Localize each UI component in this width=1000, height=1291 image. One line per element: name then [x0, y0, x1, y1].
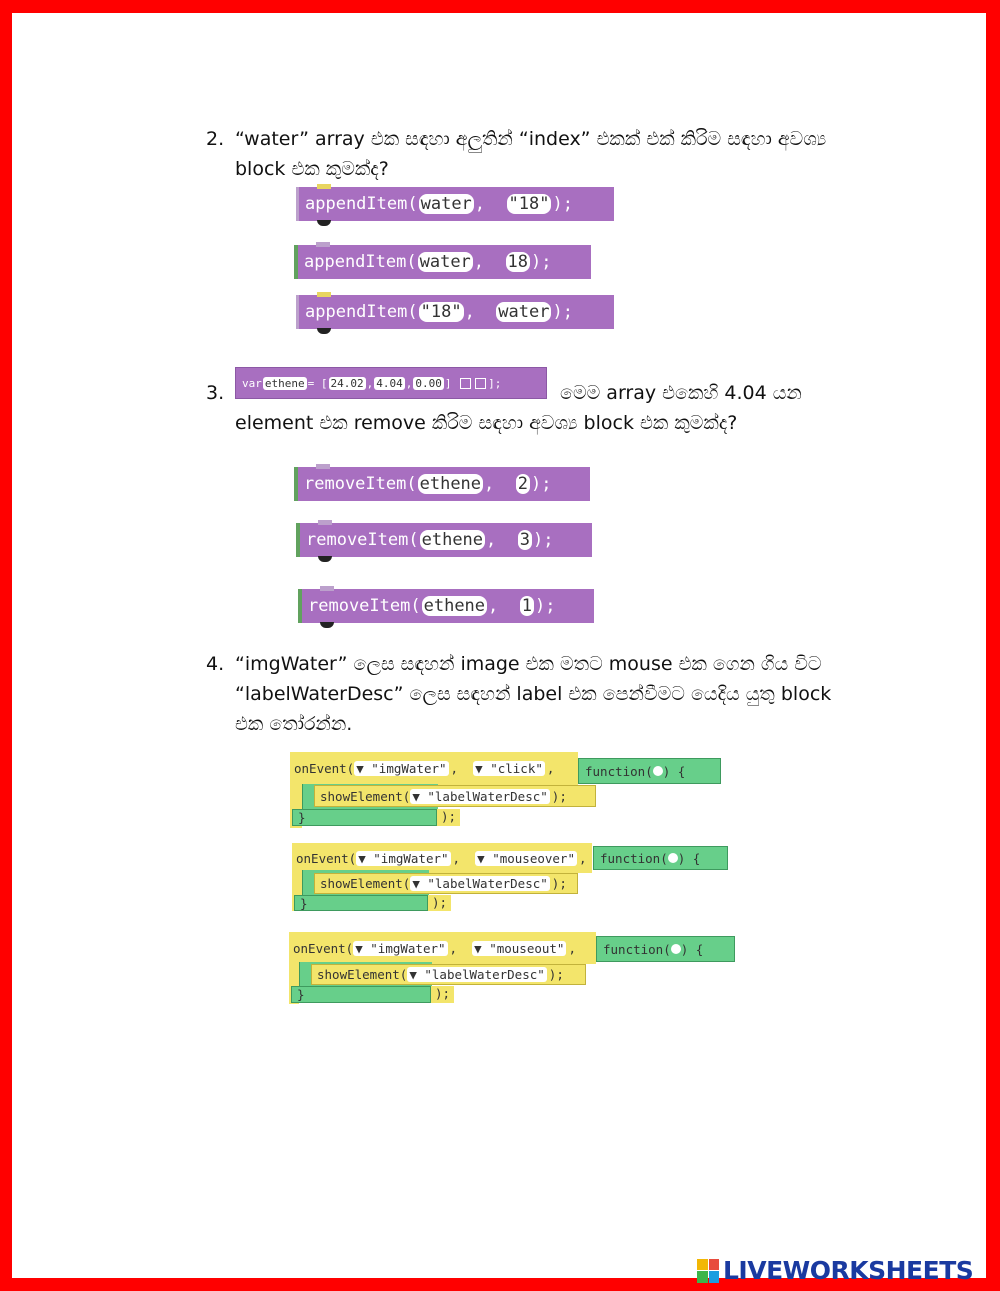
array-var-block: var ethene = [ 24.02 , 4.04 , 0.00 ] ]; — [235, 367, 547, 399]
answer-option-block[interactable]: appendItem ( water , 18 ); — [294, 245, 591, 279]
block-arg: "18" — [420, 302, 462, 322]
event-type: "mouseover" — [492, 850, 575, 866]
question-text-line1: “imgWater” ලෙස සඳහන් image එක මතට mouse එක ගෙන ගිය විට — [235, 653, 822, 675]
block-function: appendItem — [305, 194, 408, 214]
dropdown-arrow-icon: ▼ — [358, 850, 366, 866]
closing-brace: } — [298, 810, 306, 825]
function-end: ) { — [662, 763, 686, 779]
event-target: "imgWater" — [370, 940, 446, 956]
remove-item-icon — [475, 378, 486, 389]
block-arg: ethene — [423, 596, 486, 616]
block-arg: ethene — [419, 474, 482, 494]
var-keyword: var — [242, 376, 262, 390]
question-text-line2: block එක කුමක්ද? — [235, 158, 389, 180]
block-arg: water — [498, 302, 550, 322]
answer-option-block[interactable]: appendItem ( "18" , water ); — [296, 295, 614, 329]
statement-end: ); — [441, 809, 457, 824]
question-number: 3. — [206, 382, 225, 404]
dropdown-element[interactable] — [410, 789, 549, 804]
array-value: 24.02 — [330, 376, 364, 390]
dropdown-arrow-icon: ▼ — [474, 940, 482, 956]
block-function: removeItem — [304, 474, 407, 494]
function-end: ) { — [680, 941, 704, 957]
logo-text: LIVEWORKSHEETS — [723, 1256, 974, 1285]
question-number: 2. — [206, 128, 225, 150]
question-number: 4. — [206, 653, 225, 675]
answer-option-block[interactable]: removeItem ( ethene , 2 ); — [294, 467, 590, 501]
array-value: 0.00 — [415, 376, 442, 390]
dropdown-arrow-icon: ▼ — [412, 788, 420, 804]
show-end: ); — [551, 788, 567, 804]
dropdown-target[interactable] — [356, 851, 450, 866]
answer-option-block[interactable]: appendItem ( water , "18" ); — [296, 187, 614, 221]
question-3-number — [206, 378, 235, 408]
dropdown-event[interactable] — [475, 851, 577, 866]
dropdown-arrow-icon: ▼ — [355, 940, 363, 956]
show-function: showElement( — [317, 967, 408, 982]
event-function: onEvent( — [294, 761, 355, 776]
add-item-icon — [460, 378, 471, 389]
block-arg: 2 — [517, 474, 528, 494]
liveworksheets-logo — [697, 1256, 973, 1285]
answer-option-block[interactable]: removeItem ( ethene , 3 ); — [296, 523, 592, 557]
dropdown-arrow-icon: ▼ — [409, 967, 417, 982]
block-arg: 3 — [519, 530, 530, 550]
dropdown-event[interactable] — [473, 761, 545, 776]
dropdown-target[interactable] — [354, 761, 448, 776]
event-target: "imgWater" — [371, 761, 447, 776]
show-function: showElement( — [320, 788, 411, 804]
closing-brace: } — [300, 895, 308, 911]
array-value: 4.04 — [376, 376, 403, 390]
block-arg: 18 — [507, 252, 528, 272]
event-function: onEvent( — [296, 850, 357, 866]
event-type: "mouseout" — [489, 940, 565, 956]
block-arg: water — [419, 252, 471, 272]
dropdown-event[interactable] — [472, 941, 566, 956]
question-3-text-line1: මෙම array එකෙහි 4.04 යන — [560, 382, 802, 404]
block-arg: 1 — [521, 596, 532, 616]
block-function: removeItem — [308, 596, 411, 616]
show-end: ); — [548, 967, 564, 982]
logo-icon — [697, 1259, 719, 1283]
function-keyword: function( — [600, 850, 668, 866]
block-function: removeItem — [306, 530, 409, 550]
show-argument: "labelWaterDesc" — [427, 876, 548, 891]
statement-end: ); — [432, 895, 448, 910]
question-3-text-line2: element එක remove කිරිම සඳහා අවශ්‍ය block එක කුමක්ද? — [235, 412, 738, 434]
block-function: appendItem — [304, 252, 407, 272]
var-name: ethene — [264, 376, 305, 390]
dropdown-arrow-icon: ▼ — [475, 761, 483, 776]
closing-brace: } — [297, 987, 305, 1002]
question-text-line3: එක තෝරන්න. — [235, 713, 353, 735]
show-end: ); — [551, 876, 567, 891]
event-target: "imgWater" — [373, 850, 449, 866]
show-argument: "labelWaterDesc" — [427, 788, 548, 804]
dropdown-arrow-icon: ▼ — [412, 876, 420, 891]
var-operator: = — [307, 376, 315, 390]
event-function: onEvent( — [293, 940, 354, 956]
statement-end: ); — [435, 986, 451, 1001]
block-arg: water — [420, 194, 472, 214]
dropdown-target[interactable] — [353, 941, 447, 956]
block-function: appendItem — [305, 302, 408, 322]
dropdown-element[interactable] — [407, 967, 546, 982]
dropdown-element[interactable] — [410, 876, 549, 891]
question-text-line2: “labelWaterDesc” ලෙස සඳහන් label එක පෙන්වීමට යෙදිය යුතු block — [235, 683, 832, 705]
function-keyword: function( — [585, 763, 653, 779]
dropdown-arrow-icon: ▼ — [477, 850, 485, 866]
question-2 — [206, 124, 826, 184]
show-function: showElement( — [320, 876, 411, 891]
question-text-line1: “water” array එක සඳහා අලුතින් “index” එකක් එක් කිරිම සඳහා අවශ්‍ය — [235, 128, 827, 150]
dropdown-arrow-icon: ▼ — [356, 761, 364, 776]
show-argument: "labelWaterDesc" — [424, 967, 545, 982]
event-type: "click" — [490, 761, 543, 776]
block-arg: "18" — [508, 194, 550, 214]
answer-option-block[interactable]: removeItem ( ethene , 1 ); — [298, 589, 594, 623]
block-arg: ethene — [421, 530, 484, 550]
question-4 — [206, 649, 831, 739]
function-end: ) { — [677, 850, 701, 866]
function-keyword: function( — [603, 941, 671, 957]
